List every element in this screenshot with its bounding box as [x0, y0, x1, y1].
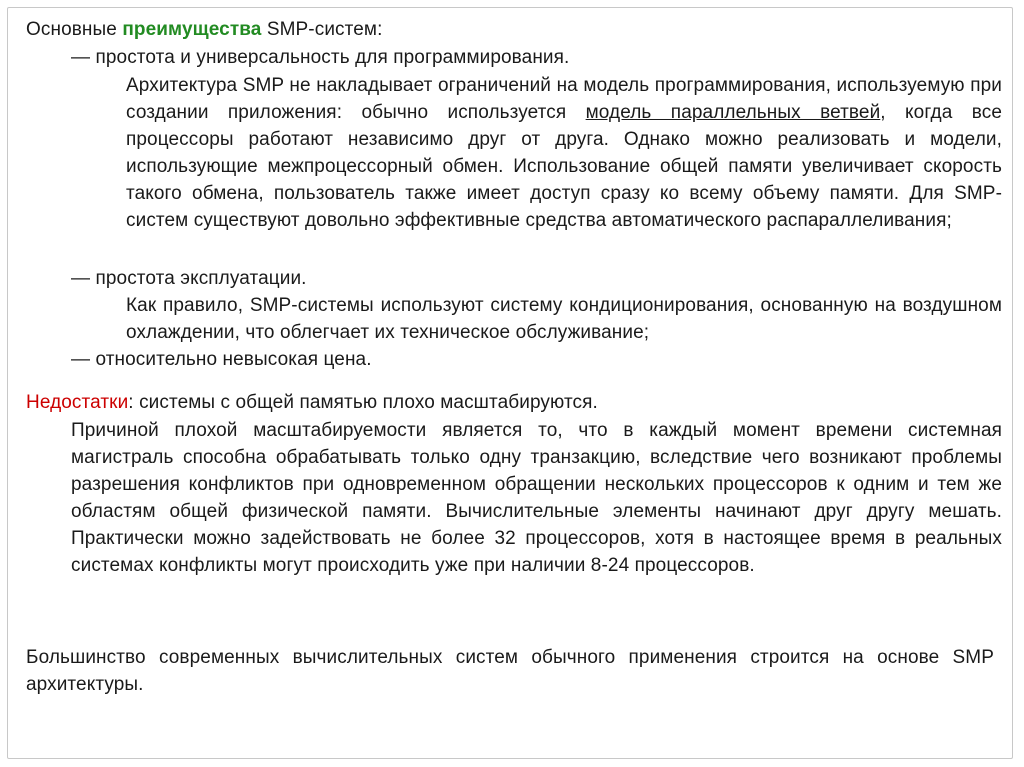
advantages-highlight: преимущества: [122, 19, 262, 40]
advantage-item-2-title: — простота эксплуатации.: [71, 268, 307, 289]
disadvantages-title: [26, 389, 598, 416]
advantage-item-1-text-after: , когда все процессоры работают независимо друг от друга. Однако можно реализовать и модели, использующие межпроцессорный обмен. Использование общей памяти увеличивает скорость такого обмена, пользователь также имеет доступ сразу ко всему объему памяти. Для SMP-систем существуют довольно эффективные средства автоматического распараллеливания;: [126, 102, 1002, 231]
disadvantages-text: Причиной плохой масштабируемости является то, что в каждый момент времени системная магистраль способна обрабатывать только одну транзакцию, вследствие чего возникают проблемы разрешения конфликтов при одновременном обращении нескольких процессоров к одним и тем же областям общей физической памяти. Вычислительные элементы начинают друг другу мешать. Практически можно задействовать не более 32 процессоров, хотя в настоящее время в реальных системах конфликты могут происходить уже при наличии 8-24 процессоров.: [71, 420, 1002, 576]
parallel-branches-link[interactable]: модель параллельных ветвей: [585, 102, 881, 123]
advantage-item-1-text-before: Архитектура SMP не накладывает ограничений на модель программирования, используемую при создании приложения: обычно используется: [126, 75, 1002, 123]
advantage-item-2-text: Как правило, SMP-системы используют систему кондиционирования, основанную на воздушном охлаждении, что облегчает их техническое обслуживание;: [126, 295, 1002, 343]
advantage-item-1-title: — простота и универсальность для программирования.: [71, 47, 570, 68]
disadvantages-title-text: системы с общей памятью плохо масштабируются.: [133, 392, 598, 413]
disadvantages-label: Недостатки: [26, 392, 129, 413]
advantages-title-prefix: Основные: [26, 19, 123, 40]
advantage-item-3-title: — относительно невысокая цена.: [71, 349, 372, 370]
disadvantages-colon: :: [128, 392, 134, 413]
conclusion-text: Большинство современных вычислительных систем обычного применения строится на основе SMP архитектуры.: [26, 647, 994, 695]
advantage-item-1-text: [126, 72, 1002, 234]
advantages-title-suffix: SMP-систем:: [261, 19, 383, 40]
advantages-title: [26, 16, 382, 43]
